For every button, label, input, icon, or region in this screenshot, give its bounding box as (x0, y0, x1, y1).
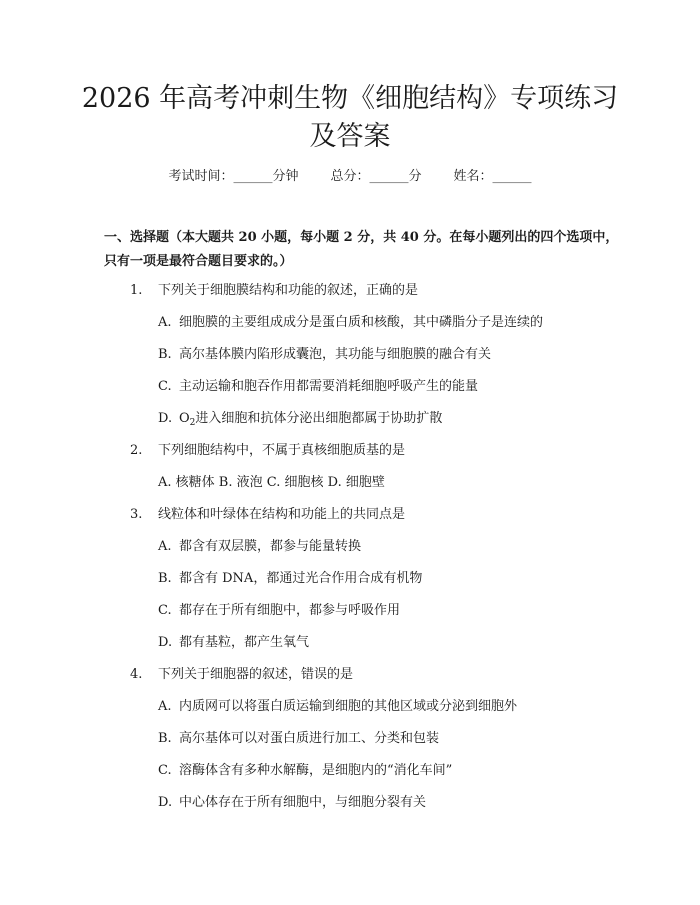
option-letter: C. (158, 603, 172, 618)
option-letter: A. (158, 315, 172, 330)
option-letter: B. (158, 571, 172, 586)
option-letter: D. (158, 635, 173, 650)
option-text-suffix: 进入细胞和抗体分泌出细胞都属于协助扩散 (195, 411, 443, 426)
exam-time-blank: ______ (233, 169, 273, 184)
total-score-field (330, 168, 421, 186)
question-number: 2. (130, 443, 143, 458)
total-score-label: 总分： (330, 169, 370, 184)
question-3-option-d (158, 634, 309, 652)
option-text: 都有基粒，都产生氧气 (179, 635, 310, 650)
question-1-option-c (158, 378, 478, 396)
exam-time-unit: 分钟 (272, 169, 299, 184)
option-letter: C. (158, 379, 172, 394)
question-1-option-d (158, 410, 442, 432)
option-letter: A. (158, 699, 172, 714)
question-4-option-c (158, 762, 452, 780)
option-text: 内质网可以将蛋白质运输到细胞的其他区域或分泌到细胞外 (179, 699, 518, 714)
option-letter: D. (158, 795, 173, 810)
total-score-blank: ______ (369, 169, 409, 184)
option-text: 细胞膜的主要组成成分是蛋白质和核酸，其中磷脂分子是连续的 (179, 315, 544, 330)
question-3-option-b (158, 570, 422, 588)
question-1-option-a (158, 314, 543, 332)
document-title-line2: 及答案 (309, 121, 391, 152)
option-text: 高尔基体膜内陷形成囊泡，其功能与细胞膜的融合有关 (179, 347, 492, 362)
student-name-field (454, 168, 532, 186)
question-stem: 线粒体和叶绿体在结构和功能上的共同点是 (158, 507, 406, 522)
option-text: 溶酶体含有多种水解酶，是细胞内的“消化车间” (179, 763, 453, 778)
student-name-blank: ______ (492, 169, 532, 184)
student-name-label: 姓名： (453, 169, 493, 184)
option-text-prefix: O (179, 411, 190, 426)
question-4-option-d (158, 794, 426, 812)
question-3 (130, 506, 405, 524)
question-number: 1. (130, 283, 143, 298)
question-4 (130, 666, 353, 684)
question-2-options-inline: A. 核糖体 B. 液泡 C. 细胞核 D. 细胞壁 (158, 475, 385, 490)
exam-time-label: 考试时间： (168, 169, 234, 184)
option-text: 都含有双层膜，都参与能量转换 (179, 539, 362, 554)
question-4-option-b (158, 730, 439, 748)
option-text: 中心体存在于所有细胞中，与细胞分裂有关 (179, 795, 427, 810)
question-number: 4. (130, 667, 143, 682)
option-letter: B. (158, 347, 172, 362)
section-heading: 一、选择题（本大题共 20 小题，每小题 2 分，共 40 分。在每小题列出的四个选项中，只有一项是最符合题目要求的。） (104, 230, 619, 269)
option-text: 主动运输和胞吞作用都需要消耗细胞呼吸产生的能量 (179, 379, 479, 394)
option-letter: C. (158, 763, 172, 778)
question-stem: 下列细胞结构中，不属于真核细胞质基的是 (158, 443, 406, 458)
question-number: 3. (130, 507, 143, 522)
question-3-option-c (158, 602, 400, 620)
question-stem: 下列关于细胞器的叙述，错误的是 (158, 667, 354, 682)
document-title-line1: 2026 年高考冲刺生物《细胞结构》专项练习 (81, 83, 619, 114)
option-text: 高尔基体可以对蛋白质进行加工、分类和包装 (179, 731, 440, 746)
total-score-unit: 分 (408, 169, 422, 184)
option-letter: D. (158, 411, 173, 426)
exam-time-field (168, 168, 298, 186)
question-1-option-b (158, 346, 491, 364)
option-text: 都存在于所有细胞中，都参与呼吸作用 (179, 603, 401, 618)
exam-info-line (0, 168, 700, 186)
question-2 (130, 442, 405, 460)
question-1 (130, 282, 418, 300)
question-3-option-a (158, 538, 361, 556)
option-text: 都含有 DNA，都通过光合作用合成有机物 (179, 571, 423, 586)
question-4-option-a (158, 698, 517, 716)
option-text-subscript: 2 (189, 418, 196, 428)
option-letter: A. (158, 539, 172, 554)
question-stem: 下列关于细胞膜结构和功能的叙述，正确的是 (158, 283, 419, 298)
option-letter: B. (158, 731, 172, 746)
